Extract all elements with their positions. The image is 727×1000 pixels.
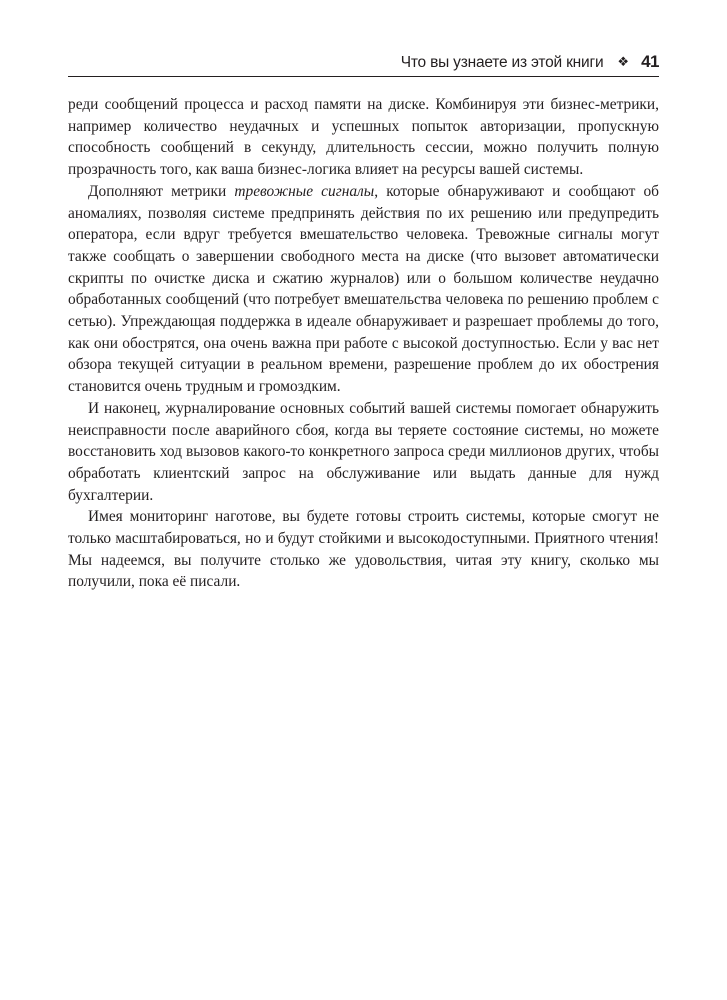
chapter-title: Что вы узнаете из этой книги: [400, 54, 604, 71]
paragraph-2-start: Дополняют метрики: [88, 182, 235, 200]
diamond-ornament-icon: ❖: [617, 54, 630, 69]
paragraph-3: И наконец, журналирование основных событий вашей системы помогает обнаружить неисправности после аварийного сбоя, когда вы теряете состояние системы, но можете восстановить ход вызовов какого-то конкретного запроса среди миллионов других, чтобы обработать клиентский запрос на обслуживание или выдать данные для нужд бухгалтерии.: [68, 399, 659, 504]
header-rule: [68, 76, 659, 77]
paragraph-4: Имея мониторинг наготове, вы будете готовы строить системы, которые смогут не только масштабироваться, но и будут стойкими и высокодоступными. Приятного чтения! Мы надеемся, вы получите столько же удовольствия, читая эту книгу, сколько мы получили, пока её писали.: [68, 508, 659, 591]
page-number: 41: [641, 52, 659, 71]
paragraph-2: [68, 181, 659, 398]
body-text: [68, 94, 659, 593]
running-header: [68, 52, 659, 74]
paragraph-2-rest: , которые обнаруживают и сообщают об аномалиях, позволяя системе предпринять действия по их решению или предупредить оператора, если вдруг требуется вмешательство человека. Тревожные сигналы могут также сообщать о завершении свободного места на диске (что вызовет автоматически скрипты по очистке диска и сжатию журналов) или о большом количестве неудачно обработанных сообщений (что потребует вмешательства человека по решению проблем с сетью). Упреждающая поддержка в идеале обнаруживает и разрешает проблемы до того, как они обострятся, она очень важна при работе с высокой доступностью. Если у вас нет обзора текущей ситуации в реальном времени, разрешение проблем до их обострения становится очень трудным и громоздким.: [68, 182, 659, 396]
paragraph-2-emphasis: тревожные сигналы: [234, 182, 375, 200]
paragraph-1: реди сообщений процесса и расход памяти на диске. Комбинируя эти бизнес-метрики, например количество неудачных и успешных попыток авторизации, пропускную способность сообщений в секунду, длительность сессии, можно получить полную прозрачность того, как ваша бизнес-логика влияет на ресурсы вашей системы.: [68, 96, 659, 179]
